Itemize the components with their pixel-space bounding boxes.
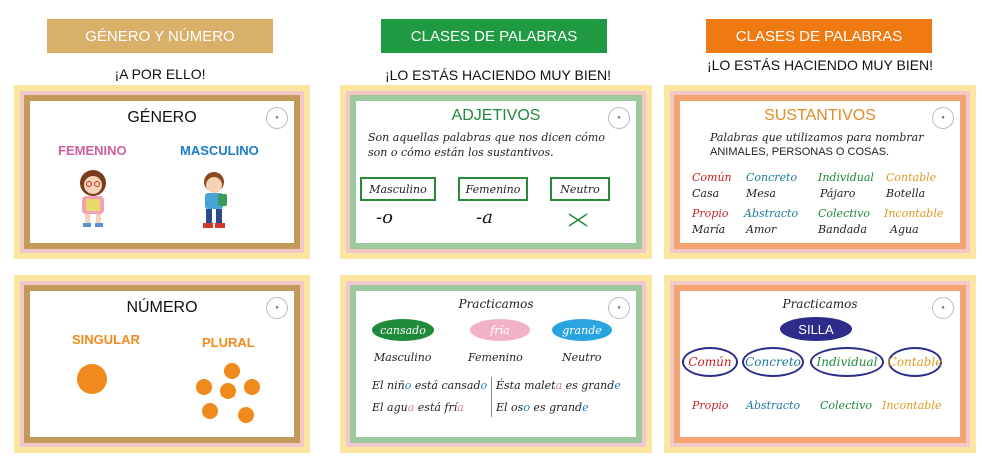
sentence-4: El oso es grande: [496, 401, 589, 414]
singular-label: SINGULAR: [72, 332, 140, 347]
logo-icon: ●: [266, 297, 288, 319]
femenino-label: Femenino: [468, 351, 523, 364]
comun-ring: Común: [682, 347, 738, 377]
logo-icon: ●: [932, 107, 954, 129]
numero-card-frame: [14, 275, 310, 453]
individual-example: Pájaro: [820, 187, 856, 200]
fria-pill: fría: [470, 319, 530, 341]
abstracto-label: Abstracto: [746, 399, 801, 412]
practica-adj-title: Practicamos: [458, 297, 534, 311]
individual-ring: Individual: [810, 347, 884, 377]
sustantivos-desc-2: ANIMALES, PERSONAS O COSAS.: [710, 146, 890, 158]
concreto-label: Concreto: [746, 171, 798, 184]
plural-circle: [224, 363, 240, 379]
sustantivos-card: [680, 101, 960, 243]
header-genero-numero: [47, 19, 273, 53]
practica-sus-card-frame: [664, 275, 976, 453]
subtitle-col1: ¡A POR ELLO!: [114, 66, 206, 82]
femenino-label: FEMENINO: [58, 143, 127, 158]
sentence-divider: [491, 377, 492, 417]
grande-pill: grande: [552, 319, 612, 341]
masculino-label: MASCULINO: [180, 143, 259, 158]
logo-icon: ●: [608, 297, 630, 319]
practica-sus-title: Practicamos: [782, 297, 858, 311]
femenino-box: Femenino: [458, 177, 528, 201]
adjetivos-title: ADJETIVOS: [451, 107, 541, 124]
boy-figure-icon: [194, 169, 234, 231]
masculino-label: Masculino: [374, 351, 432, 364]
colectivo-label: Colectivo: [818, 207, 871, 220]
adjetivos-card: [356, 101, 636, 243]
sustantivos-card-frame: [664, 85, 976, 259]
subtitle-col3: ¡LO ESTÁS HACIENDO MUY BIEN!: [706, 57, 934, 73]
comun-label: Común: [692, 171, 732, 184]
comun-example: Casa: [692, 187, 720, 200]
abstracto-label: Abstracto: [744, 207, 799, 220]
incontable-label: Incontable: [884, 207, 944, 220]
practica-adj-card: [356, 291, 636, 437]
singular-circle: [77, 364, 107, 394]
propio-example: María: [692, 223, 726, 236]
incontable-label: Incontable: [882, 399, 942, 412]
sentence-3: Ésta maleta es grande: [496, 379, 621, 392]
adjetivos-desc-1: Son aquellas palabras que nos dicen cómo: [368, 131, 605, 144]
masculino-box: Masculino: [360, 177, 436, 201]
propio-label: Propio: [692, 207, 729, 220]
sentence-1: El niño está cansado: [372, 379, 488, 392]
adjetivos-desc-2: son o cómo están los sustantivos.: [368, 146, 554, 159]
logo-icon: ●: [608, 107, 630, 129]
genero-card: [30, 101, 294, 243]
individual-label: Individual: [818, 171, 874, 184]
propio-label: Propio: [692, 399, 729, 412]
neutro-label: Neutro: [562, 351, 602, 364]
cansado-pill: cansado: [372, 319, 434, 341]
abstracto-example: Amor: [746, 223, 777, 236]
fem-ending: -a: [476, 207, 493, 228]
header-clases-palabras-1: [381, 19, 607, 53]
contable-label: Contable: [886, 171, 937, 184]
cross-icon: [568, 213, 588, 227]
plural-label: PLURAL: [202, 335, 255, 350]
plural-circle: [238, 407, 254, 423]
numero-card: [30, 291, 294, 437]
concreto-ring: Concreto: [742, 347, 804, 377]
adjetivos-card-frame: [340, 85, 652, 259]
girl-figure-icon: [70, 167, 116, 229]
contable-ring: Contable: [888, 347, 942, 377]
header-label: CLASES DE PALABRAS: [410, 27, 578, 45]
masc-ending: -o: [376, 207, 393, 228]
logo-icon: ●: [266, 107, 288, 129]
sustantivos-desc-1: Palabras que utilizamos para nombrar: [710, 131, 924, 144]
incontable-example: Agua: [890, 223, 919, 236]
practica-adj-card-frame: [340, 275, 652, 453]
genero-card-frame: [14, 85, 310, 259]
concreto-example: Mesa: [746, 187, 776, 200]
neutro-box: Neutro: [550, 177, 610, 201]
contable-example: Botella: [886, 187, 926, 200]
plural-circle: [196, 379, 212, 395]
header-label: CLASES DE PALABRAS: [735, 27, 903, 45]
sentence-2: El agua está fría: [372, 401, 464, 414]
plural-circle: [244, 379, 260, 395]
plural-circle: [202, 403, 218, 419]
subtitle-col2: ¡LO ESTÁS HACIENDO MUY BIEN!: [384, 67, 612, 83]
logo-icon: ●: [932, 297, 954, 319]
silla-pill: SILLA: [780, 317, 852, 341]
colectivo-label: Colectivo: [820, 399, 873, 412]
practica-sus-card: [680, 291, 960, 437]
sustantivos-title: SUSTANTIVOS: [764, 107, 876, 124]
colectivo-example: Bandada: [818, 223, 867, 236]
header-label: GÉNERO Y NÚMERO: [85, 27, 235, 45]
plural-circle: [220, 383, 236, 399]
genero-title: GÉNERO: [127, 109, 197, 126]
header-clases-palabras-2: [706, 19, 932, 53]
numero-title: NÚMERO: [126, 299, 198, 316]
